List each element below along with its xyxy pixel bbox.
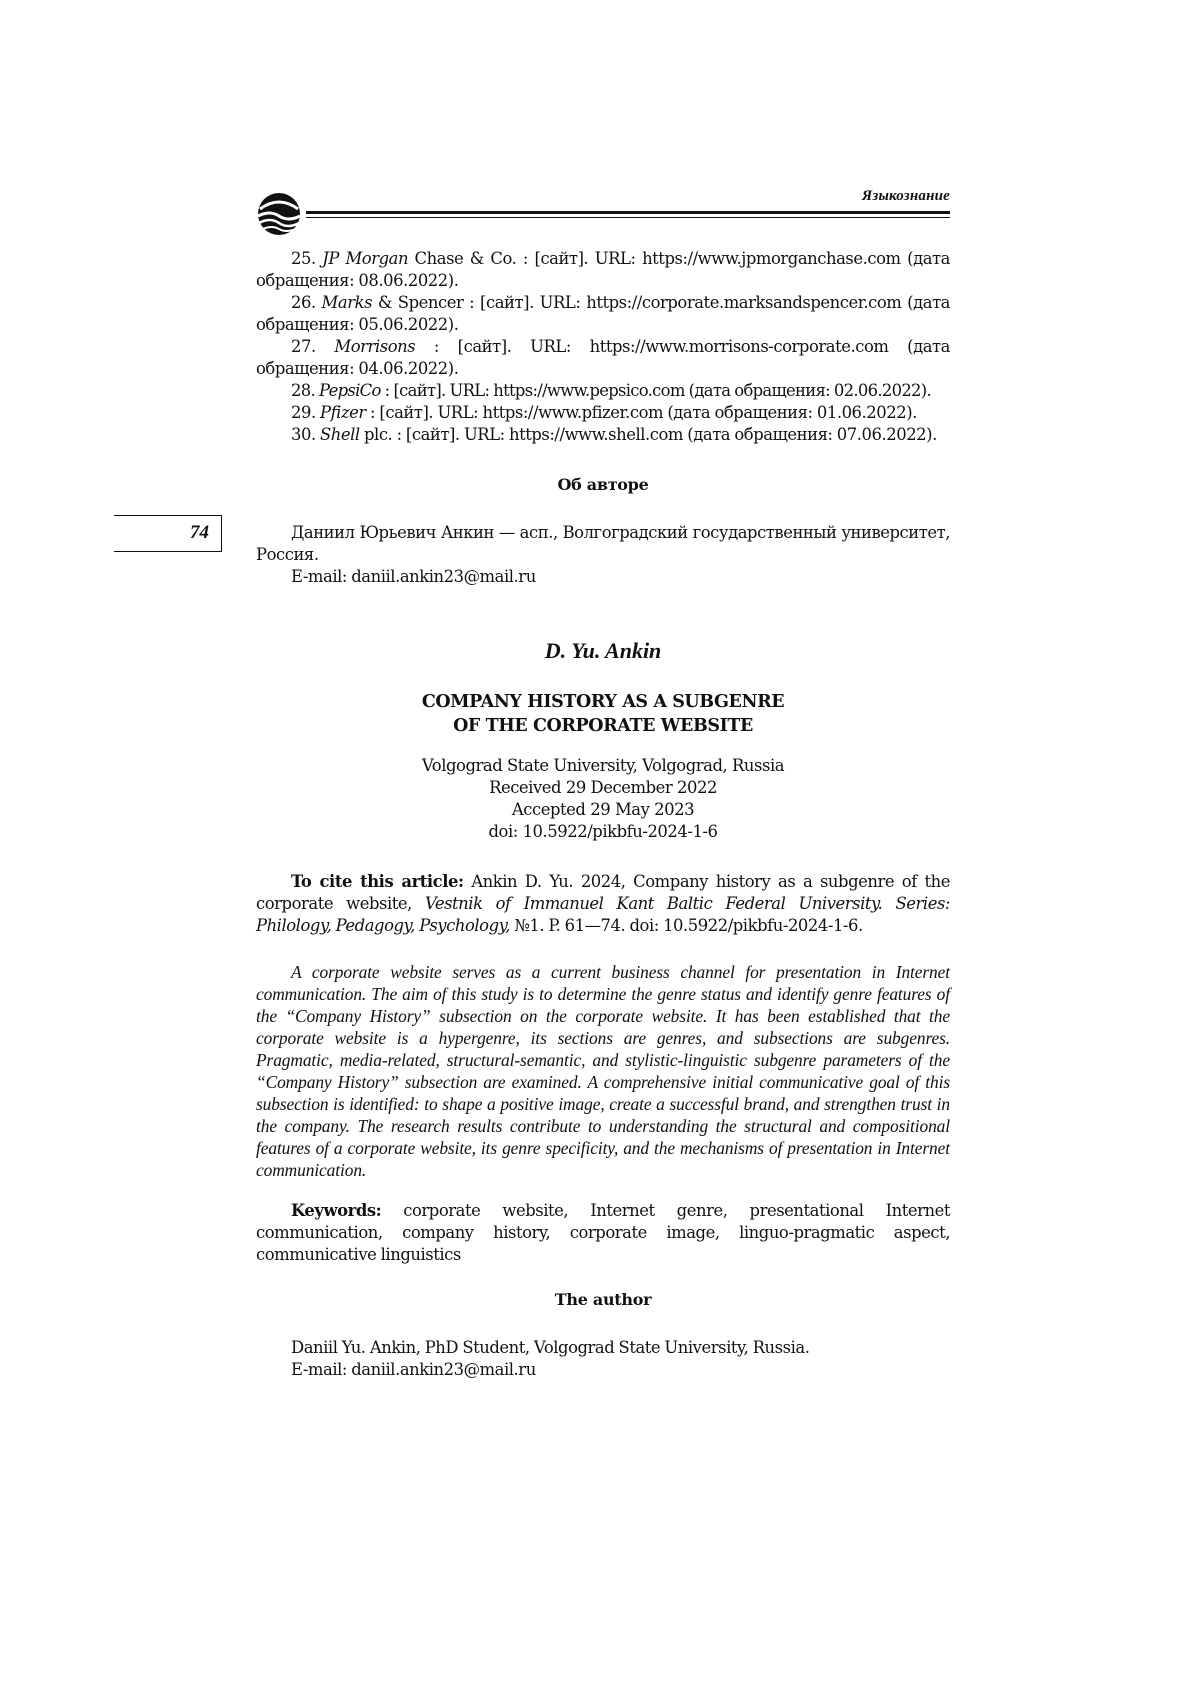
keywords-label: Keywords: [291,1201,382,1220]
reference-item: 28. PepsiCo : [сайт]. URL: https://www.pepsico.com (дата обращения: 02.06.2022). [291,381,931,400]
author-bio-ru: Даниил Юрьевич Анкин — асп., Волгоградский государственный университет, Россия. [256,523,950,564]
journal-logo-icon [256,191,302,237]
title-line-1: COMPANY HISTORY AS A SUBGENRE [421,692,785,712]
page-number-tab [114,515,222,552]
keywords-block [256,1200,950,1266]
affiliation-block [256,755,950,843]
reference-list [256,248,950,446]
reference-item: 25. JP Morgan Chase & Co. : [сайт]. URL: https://www.jpmorganchase.com (дата обращения: 08.06.2022). [256,249,950,290]
affiliation: Volgograd State University, Volgograd, Russia [421,756,785,775]
about-author-heading-ru: Об авторе [557,475,649,494]
keywords: Keywords: corporate website, Internet genre, presentational Internet communication, company history, corporate image, linguo-pragmatic aspect, communicative linguistics [256,1201,950,1264]
received-date: Received 29 December 2022 [489,778,717,797]
author-block-en [256,1337,950,1381]
cite-label: To cite this article: [291,872,464,891]
abstract: A corporate website serves as a current business channel for presentation in Internet communication. The aim of this study is to determine the genre status and identify genre features of the “Company History” subsection on the corporate website. It has been established that the corporate website is a hypergenre, its sections are genres, and subsections are subgenres. Pragmatic, media-related, structural-semantic, and stylistic-linguistic subgenre parameters of the “Company History” subsection are examined. A comprehensive initial communicative goal of this subsection is identified: to shape a positive image, create a successful brand, and strengthen trust in the company. The research results contribute to understanding the structural and compositional features of a corporate website, its genre specificity, and the mechanisms of presentation in Internet communication. [256,962,950,1180]
author-bio-en: Daniil Yu. Ankin, PhD Student, Volgograd State University, Russia. [291,1338,810,1357]
reference-item: 30. Shell plc. : [сайт]. URL: https://www.shell.com (дата обращения: 07.06.2022). [291,425,937,444]
doi: doi: 10.5922/pikbfu-2024-1-6 [488,822,718,841]
header-rule-thick [306,211,950,214]
citation-block [256,871,950,937]
article-title-en [256,690,950,738]
cite-journal: Vestnik of Immanuel Kant Baltic Federal University. Series: Philology, Pedagogy, Psychology, [256,894,950,935]
citation: To cite this article: Ankin D. Yu. 2024, Company history as a subgenre of the corporate website, Vestnik of Immanuel Kant Baltic Federal University. Series: Philology, Pedagogy, Psychology, №1. P. 61—74. doi: 10.5922/pikbfu-2024-1-6. [256,872,950,935]
title-line-2: OF THE CORPORATE WEBSITE [453,716,753,736]
page-number: 74 [190,522,209,543]
accepted-date: Accepted 29 May 2023 [511,800,695,819]
about-author-ru [256,522,950,588]
author-email-en: E-mail: daniil.ankin23@mail.ru [291,1360,536,1379]
author-email-ru: E-mail: daniil.ankin23@mail.ru [291,567,536,586]
reference-item: 26. Marks & Spencer : [сайт]. URL: https://corporate.marksandspencer.com (дата обращения: 05.06.2022). [256,293,951,334]
reference-item: 29. Pfizer : [сайт]. URL: https://www.pfizer.com (дата обращения: 01.06.2022). [291,403,917,422]
header-rule-thin [306,217,950,218]
running-head: Языкознание [861,188,950,204]
page-header [256,186,950,234]
reference-item: 27. Morrisons : [сайт]. URL: https://www.morrisons-corporate.com (дата обращения: 04.06.2022). [256,337,950,378]
english-author-name: D. Yu. Ankin [544,638,662,663]
the-author-heading: The author [554,1290,652,1309]
